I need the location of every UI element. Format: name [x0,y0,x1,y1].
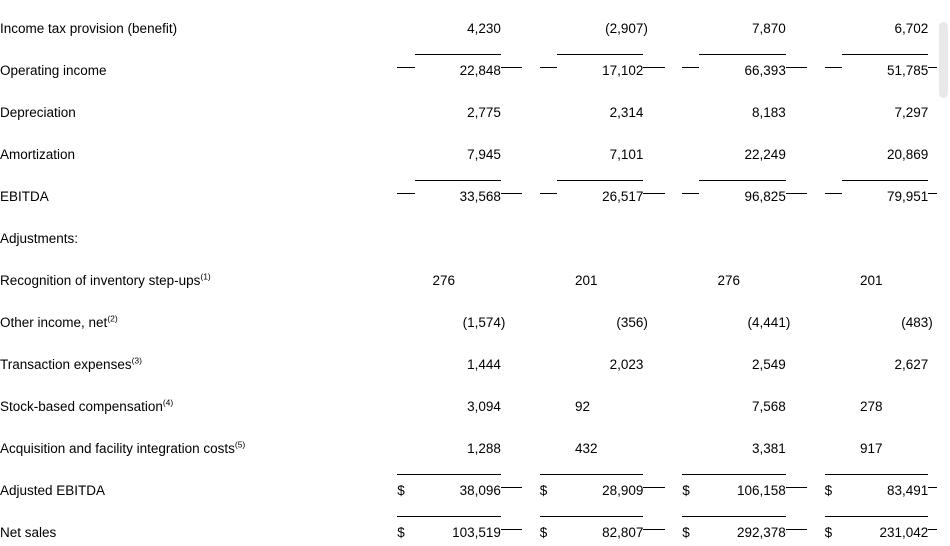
row-value: 3,094 [467,398,501,414]
row-value: 38,096 [415,462,501,504]
row-value: 22,848 [415,42,501,84]
row-currency [397,0,414,42]
row-currency [397,378,414,420]
row-currency: $ [825,462,842,504]
table-row [0,378,950,420]
col-gap [807,210,824,252]
row-value: 3,381 [752,440,786,456]
row-paren [501,210,523,252]
row-currency [682,126,699,168]
table-row [0,0,950,42]
table-row [0,84,950,126]
col-gap [807,84,824,126]
row-value: 79,951 [842,168,928,210]
row-paren: ) [785,314,791,330]
col-gap [522,420,539,462]
row-currency [397,336,414,378]
row-currency [825,0,842,42]
row-value: 2,775 [467,104,501,120]
row-currency [540,126,557,168]
row-currency [825,210,842,252]
table-row [0,210,950,252]
scrollbar-thumb[interactable] [939,22,948,98]
row-value: (483 [901,314,929,330]
row-value [699,210,785,252]
col-gap [665,294,682,336]
row-paren [643,126,665,168]
row-paren [786,252,808,294]
row-value [842,210,928,252]
row-value: 7,297 [894,104,929,120]
row-currency: $ [397,462,414,504]
col-gap [522,42,539,84]
row-currency [540,378,557,420]
col-gap [665,462,682,504]
row-paren [643,336,665,378]
row-value: (4,441 [747,314,786,330]
footnote-marker: (1) [200,271,211,281]
row-paren [786,420,808,462]
row-currency [397,420,414,462]
row-paren [501,0,523,42]
row-value: 26,517 [557,168,643,210]
row-currency: $ [540,462,557,504]
row-value: 276 [432,272,456,288]
row-paren [786,210,808,252]
row-currency [397,168,414,210]
row-label [0,336,397,378]
row-label-text: Other income, net [0,314,108,330]
row-currency [397,210,414,252]
col-gap [665,84,682,126]
row-label-text: Stock-based compensation [0,398,163,414]
row-paren [643,378,665,420]
row-paren [501,462,523,504]
col-gap [807,294,824,336]
row-currency [397,294,414,336]
row-currency: $ [540,504,557,546]
row-value: 278 [859,398,883,414]
row-currency [825,42,842,84]
row-value: 8,183 [752,104,786,120]
row-value: 103,519 [415,504,501,546]
row-value: 28,909 [557,462,643,504]
col-gap [522,504,539,546]
row-paren [643,462,665,504]
row-paren: ) [643,314,648,330]
row-label-text: Acquisition and facility integration costs [0,440,235,456]
row-label: Amortization [0,146,76,162]
row-paren [643,252,665,294]
col-gap [665,252,682,294]
row-value: 66,393 [699,42,785,84]
row-paren: ) [500,314,506,330]
row-currency [682,168,699,210]
row-currency [540,0,557,42]
col-gap [665,336,682,378]
row-paren [501,252,523,294]
row-label: Depreciation [0,104,76,120]
col-gap [807,336,824,378]
table-row [0,42,950,84]
row-value: 201 [859,272,883,288]
row-currency [825,336,842,378]
row-value: 7,568 [752,398,786,414]
row-paren: ) [643,20,648,36]
footnote-marker: (2) [107,313,118,323]
col-gap [522,126,539,168]
row-paren [501,84,523,126]
row-currency: $ [682,504,699,546]
row-label-text: Transaction expenses [0,356,132,372]
row-currency [682,294,699,336]
col-gap [807,0,824,42]
row-currency [825,420,842,462]
row-paren [786,336,808,378]
row-value: 917 [859,440,883,456]
row-paren [786,504,808,546]
row-currency [682,336,699,378]
col-gap [522,210,539,252]
col-gap [665,420,682,462]
row-value: 7,101 [609,146,644,162]
col-gap [807,462,824,504]
row-paren [786,0,808,42]
row-value: 51,785 [842,42,928,84]
row-currency [397,252,414,294]
row-value: 432 [575,440,598,456]
row-label [0,378,397,420]
row-label [0,294,397,336]
col-gap [807,252,824,294]
col-gap [522,168,539,210]
row-paren [786,84,808,126]
col-gap [665,42,682,84]
row-label: Operating income [0,62,107,78]
row-currency [825,84,842,126]
row-currency [825,168,842,210]
table-row [0,420,950,462]
row-currency [540,42,557,84]
row-currency [540,420,557,462]
row-currency [540,336,557,378]
row-currency [682,42,699,84]
col-gap [522,0,539,42]
row-value: 2,023 [609,356,644,372]
col-gap [522,336,539,378]
row-paren [501,504,523,546]
row-value: (2,907 [605,20,644,36]
row-paren [786,168,808,210]
row-value: 6,702 [894,20,929,36]
row-currency [540,294,557,336]
row-currency [397,126,414,168]
col-gap [807,42,824,84]
row-value: 4,230 [467,20,501,36]
row-value: 1,288 [467,440,501,456]
row-paren [643,42,665,84]
table-row [0,336,950,378]
row-currency [682,84,699,126]
col-gap [665,378,682,420]
row-value: 17,102 [557,42,643,84]
row-currency [540,168,557,210]
row-paren [643,420,665,462]
table-row [0,252,950,294]
footnote-marker: (5) [234,439,246,449]
col-gap [665,0,682,42]
row-label [0,252,397,294]
col-gap [807,378,824,420]
row-paren [786,126,808,168]
row-paren [501,420,523,462]
row-paren [786,462,808,504]
col-gap [522,294,539,336]
row-paren [786,42,808,84]
table-row [0,126,950,168]
row-paren [643,168,665,210]
row-value: 92 [575,398,591,414]
row-value [557,210,643,252]
row-value: 292,378 [699,504,785,546]
row-currency [825,294,842,336]
row-paren [643,504,665,546]
col-gap [807,168,824,210]
row-value: 2,549 [752,356,786,372]
row-currency [682,378,699,420]
row-label: Adjustments: [0,230,79,246]
row-paren [501,378,523,420]
row-paren: ) [928,314,933,330]
row-value: 7,945 [467,146,501,162]
row-value: 1,444 [467,356,501,372]
row-value: 82,807 [557,504,643,546]
row-currency [825,378,842,420]
row-currency [397,84,414,126]
col-gap [665,210,682,252]
row-currency [540,210,557,252]
col-gap [522,84,539,126]
row-currency: $ [397,504,414,546]
col-gap [807,420,824,462]
row-value [415,210,501,252]
table-row [0,462,950,504]
col-gap [807,126,824,168]
col-gap [522,252,539,294]
table-row [0,504,950,546]
row-label: EBITDA [0,188,49,204]
col-gap [665,126,682,168]
row-currency [397,42,414,84]
row-paren [501,126,523,168]
row-paren [501,336,523,378]
col-gap [522,462,539,504]
footnote-marker: (4) [162,397,174,407]
col-gap [522,378,539,420]
row-currency [682,252,699,294]
row-value: 2,627 [894,356,929,372]
row-value: 96,825 [699,168,785,210]
row-label: Net sales [0,524,57,540]
row-value: 22,249 [744,146,786,162]
row-currency: $ [825,504,842,546]
row-label: Income tax provision (benefit) [0,20,178,36]
row-value: 106,158 [699,462,785,504]
row-label [0,420,397,462]
row-value: 83,491 [842,462,928,504]
row-value: 7,870 [752,20,786,36]
row-paren [786,378,808,420]
footnote-marker: (3) [131,355,142,365]
row-currency [540,84,557,126]
row-paren [501,168,523,210]
row-value: 201 [575,272,598,288]
row-currency: $ [682,462,699,504]
col-gap [665,168,682,210]
row-value: 20,869 [887,146,929,162]
row-currency [682,420,699,462]
col-gap [665,504,682,546]
row-label-text: Recognition of inventory step-ups [0,272,201,288]
row-currency [682,210,699,252]
col-gap [807,504,824,546]
row-paren [643,84,665,126]
row-currency [540,252,557,294]
row-currency [682,0,699,42]
row-currency [825,126,842,168]
row-value: 33,568 [415,168,501,210]
row-currency [825,252,842,294]
table-row [0,168,950,210]
row-paren [643,210,665,252]
row-paren [501,42,523,84]
row-value: 2,314 [609,104,644,120]
vertical-scrollbar[interactable] [937,0,950,533]
row-value: 276 [717,272,740,288]
row-value: (1,574 [462,314,501,330]
row-label: Adjusted EBITDA [0,482,106,498]
row-value: (356 [616,314,644,330]
table-row [0,294,950,336]
row-value: 231,042 [842,504,928,546]
